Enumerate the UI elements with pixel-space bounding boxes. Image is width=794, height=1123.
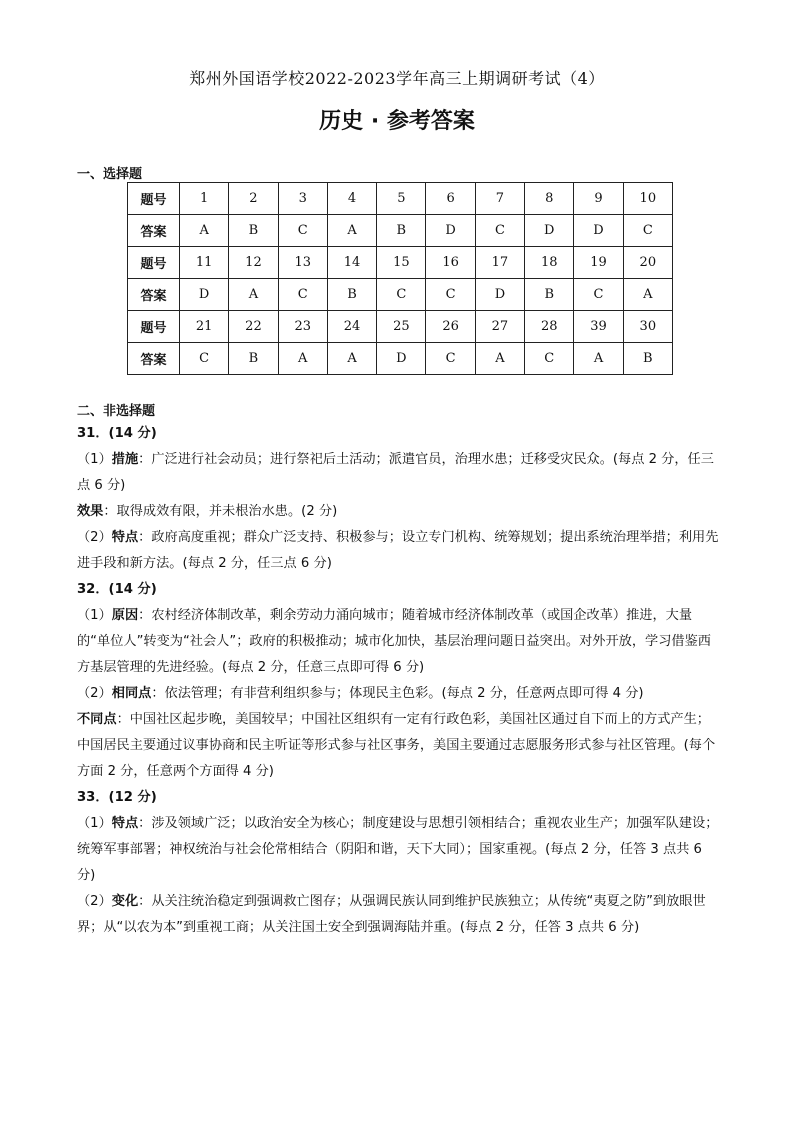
question-number-cell: 14 [327, 247, 376, 279]
answer-cell: C [574, 279, 623, 311]
q33-part1-term: 特点 [111, 816, 139, 831]
answer-cell: D [180, 279, 229, 311]
question-number-row [128, 247, 673, 279]
answer-cell: C [426, 343, 475, 375]
q31-effect-text: ：取得成效有限，并未根治水患。(2 分) [103, 504, 338, 519]
question-number-cell: 11 [180, 247, 229, 279]
question-number-cell: 23 [278, 311, 327, 343]
question-number-cell: 9 [574, 183, 623, 215]
answer-cell: D [574, 215, 623, 247]
q33-part1-text: ：涉及领域广泛；以政治安全为核心；制度建设与思想引领相结合；重视农业生产；加强军队建设；统筹军事部署；神权统治与社会伦常相结合（阴阳和谐，天下大同）；国家重视。(每点 2 分，任答 3 点共 6 分) [77, 816, 719, 883]
question-number-cell: 39 [574, 311, 623, 343]
row-label-number: 题号 [128, 247, 180, 279]
q32-differences-term: 不同点 [77, 712, 117, 727]
answer-cell: D [426, 215, 475, 247]
row-label-answer: 答案 [128, 343, 180, 375]
school-exam-title: 郑州外国语学校2022-2023学年高三上期调研考试（4） [189, 69, 605, 88]
answer-cell: C [377, 279, 426, 311]
question-number-cell: 24 [327, 311, 376, 343]
answer-cell: D [525, 215, 574, 247]
answer-cell: C [623, 215, 672, 247]
answer-cell: A [623, 279, 672, 311]
row-label-answer: 答案 [128, 215, 180, 247]
row-label-number: 题号 [128, 311, 180, 343]
answer-cell: B [327, 279, 376, 311]
answer-cell: C [525, 343, 574, 375]
q31-part1-prefix: （1） [77, 452, 112, 467]
section-choice-title: 一、选择题 [77, 167, 143, 182]
answer-row [128, 215, 673, 247]
question-number-cell: 13 [278, 247, 327, 279]
q31-part1-text: ：广泛进行社会动员；进行祭祀后土活动；派遣官员，治理水患；迁移受灾民众。(每点 2 分，任三点 6 分) [77, 452, 714, 493]
answer-cell: B [525, 279, 574, 311]
answer-cell: B [229, 215, 278, 247]
question-number-cell: 10 [623, 183, 672, 215]
answer-cell: C [278, 215, 327, 247]
q31-part1-term: 措施 [111, 452, 139, 467]
question-number-cell: 8 [525, 183, 574, 215]
question-number-cell: 18 [525, 247, 574, 279]
q31-part1 [77, 447, 723, 499]
answer-cell: A [327, 343, 376, 375]
answer-table-body [128, 183, 673, 375]
question-number-cell: 21 [180, 311, 229, 343]
question-number-cell: 17 [475, 247, 524, 279]
question-number-cell: 15 [377, 247, 426, 279]
q31-part2-term: 特点 [111, 530, 139, 545]
question-number-cell: 25 [377, 311, 426, 343]
question-number-cell: 19 [574, 247, 623, 279]
answer-cell: C [475, 215, 524, 247]
q33-part2-prefix: （2） [77, 894, 112, 909]
q32-part1-prefix: （1） [77, 608, 112, 623]
q33-part1-prefix: （1） [77, 816, 112, 831]
answer-row [128, 343, 673, 375]
question-number-cell: 4 [327, 183, 376, 215]
question-number-cell: 22 [229, 311, 278, 343]
q32-differences [77, 707, 723, 785]
question-number-cell: 30 [623, 311, 672, 343]
q32-differences-text: ：中国社区起步晚，美国较早；中国社区组织有一定有行政色彩，美国社区通过自下而上的方式产生；中国居民主要通过议事协商和民主听证等形式参与社区事务，美国主要通过志愿服务形式参与社区管理。(每个方面 2 分，任意两个方面得 4 分) [77, 712, 716, 779]
question-number-cell: 28 [525, 311, 574, 343]
q32-part1 [77, 603, 723, 681]
choice-answer-table [127, 182, 673, 375]
nonchoice-answers [77, 421, 723, 941]
answer-cell: B [377, 215, 426, 247]
q32-part2-term: 相同点 [111, 686, 152, 701]
question-number-row [128, 311, 673, 343]
answer-cell: B [229, 343, 278, 375]
question-number-cell: 6 [426, 183, 475, 215]
question-31-heading: 31．(14 分) [77, 426, 157, 441]
q32-part2 [77, 681, 723, 707]
answer-cell: C [426, 279, 475, 311]
question-number-cell: 26 [426, 311, 475, 343]
q32-part1-text: ：农村经济体制改革，剩余劳动力涌向城市；随着城市经济体制改革（或国企改革）推进，大量的“单位人”转变为“社会人”；政府的积极推动；城市化加快，基层治理问题日益突出。对外开放，学习借鉴西方基层管理的先进经验。(每点 2 分，任意三点即可得 6 分) [77, 608, 711, 675]
answer-row [128, 279, 673, 311]
question-number-cell: 12 [229, 247, 278, 279]
question-number-cell: 3 [278, 183, 327, 215]
q32-part1-term: 原因 [111, 608, 139, 623]
q31-effect [77, 499, 723, 525]
question-number-cell: 2 [229, 183, 278, 215]
answer-cell: C [278, 279, 327, 311]
answer-cell: A [180, 215, 229, 247]
answer-cell: A [475, 343, 524, 375]
answer-cell: A [278, 343, 327, 375]
question-number-cell: 5 [377, 183, 426, 215]
subject-title: 历史 · 参考答案 [319, 109, 475, 134]
question-number-row [128, 183, 673, 215]
q33-part2-text: ：从关注统治稳定到强调救亡图存；从强调民族认同到维护民族独立；从传统“夷夏之防”到放眼世界；从“以农为本”到重视工商；从关注国土安全到强调海陆并重。(每点 2 分，任答 3 点共 6 分) [77, 894, 706, 935]
answer-cell: A [229, 279, 278, 311]
q33-part2-term: 变化 [111, 894, 139, 909]
question-number-cell: 16 [426, 247, 475, 279]
answer-cell: A [327, 215, 376, 247]
answer-cell: C [180, 343, 229, 375]
section-nonchoice-title: 二、非选择题 [77, 404, 156, 419]
q31-part2-text: ：政府高度重视；群众广泛支持、积极参与；设立专门机构、统筹规划；提出系统治理举措；利用先进手段和新方法。(每点 2 分，任三点 6 分) [77, 530, 719, 571]
question-32-heading: 32．(14 分) [77, 582, 157, 597]
answer-cell: D [475, 279, 524, 311]
answer-cell: B [623, 343, 672, 375]
q33-part1 [77, 811, 723, 889]
question-33-heading: 33．(12 分) [77, 790, 157, 805]
q33-part2 [77, 889, 723, 941]
row-label-answer: 答案 [128, 279, 180, 311]
answer-cell: D [377, 343, 426, 375]
q31-part2-prefix: （2） [77, 530, 112, 545]
q31-effect-term: 效果 [77, 504, 104, 519]
question-number-cell: 20 [623, 247, 672, 279]
q32-part2-text: ：依法管理；有非营利组织参与；体现民主色彩。(每点 2 分，任意两点即可得 4 分) [151, 686, 644, 701]
answer-cell: A [574, 343, 623, 375]
question-number-cell: 27 [475, 311, 524, 343]
question-number-cell: 1 [180, 183, 229, 215]
question-number-cell: 7 [475, 183, 524, 215]
row-label-number: 题号 [128, 183, 180, 215]
q32-part2-prefix: （2） [77, 686, 112, 701]
q31-part2 [77, 525, 723, 577]
